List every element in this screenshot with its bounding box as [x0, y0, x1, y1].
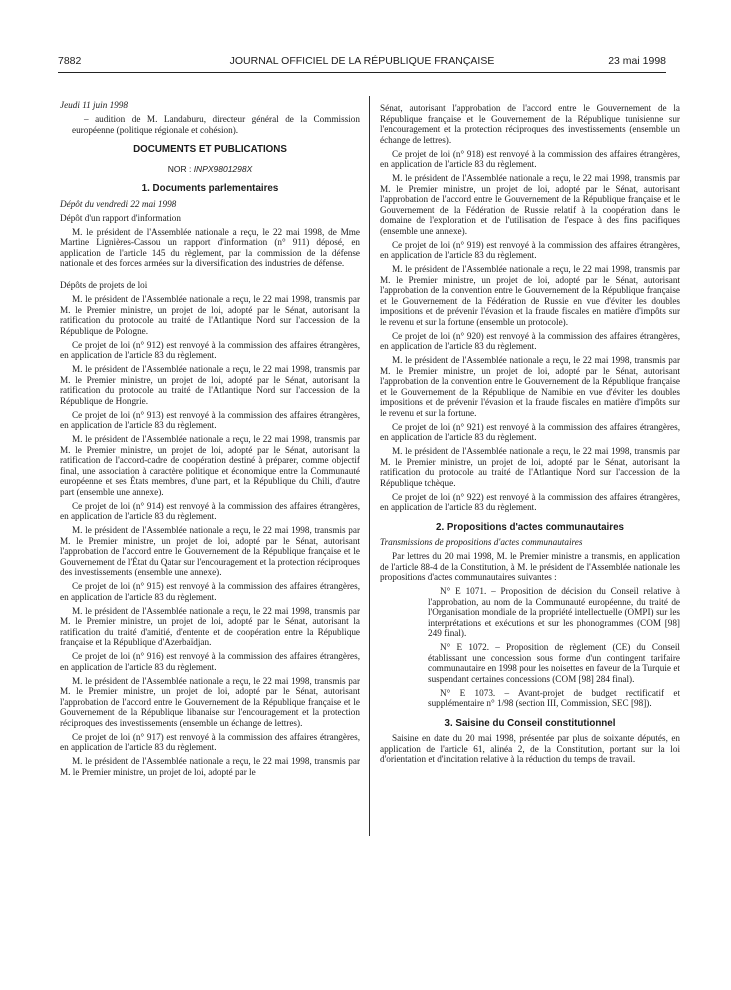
page-header: [58, 55, 666, 71]
paragraph: Ce projet de loi (n° 920) est renvoyé à la commission des affaires étrangères, en application de l'article 83 du règlement.: [380, 330, 680, 351]
documents-heading: DOCUMENTS ET PUBLICATIONS: [133, 144, 287, 155]
page-number: 7882: [58, 55, 82, 67]
nor-label: NOR :: [167, 163, 192, 174]
issue-date: 23 mai 1998: [608, 55, 666, 67]
paragraph: M. le président de l'Assemblée nationale a reçu, le 22 mai 1998, transmis par M. le Premier ministre, un projet de loi, adopté par le Sénat, autorisant l'approbation de la convention entre le Gouvernement de la République française et le Gouvernement de la République de Namibie en vue d'éviter les doubles impositions et de prévenir l'évasion et la fraude fiscales en matière d'impôts sur le revenu et sur la fortune.: [380, 355, 680, 418]
paragraph: Ce projet de loi (n° 914) est renvoyé à la commission des affaires étrangères, en application de l'article 83 du règlement.: [60, 500, 360, 521]
paragraph: M. le président de l'Assemblée nationale a reçu, le 22 mai 1998, transmis par M. le Premier ministre, un projet de loi, adopté par le Sénat, autorisant l'approbation de l'accord entre le Gouvernement de la République française et le Gouvernement de la Fédération de Russie relatif à la coopération dans le domaine de l'exploration et de l'utilisation de l'espace à des fins pacifiques (ensemble une annexe).: [380, 173, 680, 236]
paragraph: Ce projet de loi (n° 917) est renvoyé à la commission des affaires étrangères, en application de l'article 83 du règlement.: [60, 731, 360, 752]
projets-subheading: Dépôts de projets de loi: [60, 280, 148, 290]
session-date: Jeudi 11 juin 1998: [60, 100, 128, 110]
right-column: [380, 103, 680, 768]
act-item: N° E 1071. – Proposition de décision du Conseil relative à l'approbation, au nom de la Communauté européenne, du traité de l'Organisation mondiale de la propriété intellectuelle (OMPI) sur les interprétations et exécutions et sur les phonogrammes (COM [98] 249 final).: [428, 586, 680, 638]
section-2-intro: Par lettres du 20 mai 1998, M. le Premier ministre a transmis, en application de l'article 88-4 de la Constitution, à M. le président de l'Assemblée nationale les propositions d'actes communautaires suivantes :: [380, 551, 680, 582]
deposit-date: Dépôt du vendredi 22 mai 1998: [60, 198, 177, 209]
paragraph: Ce projet de loi (n° 913) est renvoyé à la commission des affaires étrangères, en application de l'article 83 du règlement.: [60, 409, 360, 430]
paragraph: M. le président de l'Assemblée nationale a reçu, le 22 mai 1998, transmis par M. le Premier ministre, un projet de loi, adopté par le Sénat, autorisant l'approbation de l'accord entre le Gouvernement de la République française et le Gouvernement de la République libanaise sur l'encouragement et la protection réciproques des investissements (ensemble un échange de lettres).: [60, 675, 360, 728]
paragraph: Ce projet de loi (n° 922) est renvoyé à la commission des affaires étrangères, en application de l'article 83 du règlement.: [380, 491, 680, 512]
paragraph: M. le président de l'Assemblée nationale a reçu, le 22 mai 1998, transmis par M. le Premier ministre, un projet de loi, adopté par le Sénat, autorisant la ratification de l'accord-cadre de coopération destiné à préparer, comme objectif final, une association à caractère politique et économique entre la Communauté européenne et ses États membres, d'une part, et la République du Chili, d'autre part (ensemble une annexe).: [60, 434, 360, 497]
act-item: N° E 1073. – Avant-projet de budget rectificatif et supplémentaire n° 1/98 (section III, Commission, SEC [98]).: [428, 687, 680, 708]
paragraph: Ce projet de loi (n° 912) est renvoyé à la commission des affaires étrangères, en application de l'article 83 du règlement.: [60, 339, 360, 360]
paragraph: M. le président de l'Assemblée nationale a reçu, le 22 mai 1998, transmis par M. le Premier ministre, un projet de loi, adopté par le Sénat, autorisant l'approbation de la convention entre le Gouvernement de la République française et le Gouvernement de la Fédération de Russie en vue d'éviter les doubles impositions et de prévenir l'évasion et la fraude fiscales en matière d'impôts sur le revenu et sur la fortune (ensemble un protocole).: [380, 264, 680, 327]
paragraph: Ce projet de loi (n° 919) est renvoyé à la commission des affaires étrangères, en application de l'article 83 du règlement.: [380, 239, 680, 260]
section-1-title: 1. Documents parlementaires: [141, 183, 279, 194]
paragraph: Ce projet de loi (n° 921) est renvoyé à la commission des affaires étrangères, en application de l'article 83 du règlement.: [380, 421, 680, 442]
section-2-title: 2. Propositions d'actes communautaires: [436, 521, 624, 533]
section-3-title: 3. Saisine du Conseil constitutionnel: [444, 717, 616, 729]
paragraph: Ce projet de loi (n° 916) est renvoyé à la commission des affaires étrangères, en application de l'article 83 du règlement.: [60, 651, 360, 672]
paragraph: M. le président de l'Assemblée nationale a reçu, le 22 mai 1998, transmis par M. le Premier ministre, un projet de loi, adopté par le: [60, 756, 360, 777]
act-item: N° E 1072. – Proposition de règlement (CE) du Conseil établissant une concession sous forme d'un contingent tarifaire communautaire en 1998 pour les noisettes en faveur de la Turquie et suspendant certaines concessions (COM [98] 284 final).: [428, 642, 680, 684]
paragraph: M. le président de l'Assemblée nationale a reçu, le 22 mai 1998, transmis par M. le Premier ministre, un projet de loi, adopté par le Sénat, autorisant la ratification du protocole au traité de l'Atlantique Nord sur l'accession de la République de Pologne.: [60, 294, 360, 336]
paragraph: M. le président de l'Assemblée nationale a reçu, le 22 mai 1998, transmis par M. le Premier ministre, un projet de loi, adopté par le Sénat, autorisant la ratification du traité d'amitié, d'entente et de coopération entre la République française et la République d'Azerbaïdjan.: [60, 605, 360, 647]
nor-value: INPX9801298X: [193, 163, 253, 174]
journal-title: JOURNAL OFFICIEL DE LA RÉPUBLIQUE FRANÇAISE: [229, 55, 495, 67]
paragraph: Ce projet de loi (n° 918) est renvoyé à la commission des affaires étrangères, en application de l'article 83 du règlement.: [380, 148, 680, 169]
rapport-subheading: Dépôt d'un rapport d'information: [60, 212, 181, 223]
header-rule: [58, 72, 666, 73]
column-divider: [369, 96, 370, 836]
paragraph: M. le président de l'Assemblée nationale a reçu, le 22 mai 1998, transmis par M. le Premier ministre, un projet de loi, adopté par le Sénat, autorisant la ratification du protocole au traité de l'Atlantique Nord sur l'accession de la République tchèque.: [380, 446, 680, 488]
section-3-text: Saisine en date du 20 mai 1998, présentée par plus de soixante députés, en application de l'article 61, alinéa 2, de la Constitution, portant sur la loi d'orientation et d'incitation relative à la réduction du temps de travail.: [380, 733, 680, 764]
paragraph: M. le président de l'Assemblée nationale a reçu, le 22 mai 1998, transmis par M. le Premier ministre, un projet de loi, adopté par le Sénat, autorisant l'approbation de l'accord entre le Gouvernement de la République française et le Gouvernement de l'État du Qatar sur l'encouragement et la protection réciproques des investissements (ensemble une annexe).: [60, 525, 360, 577]
nor-reference: [60, 164, 360, 175]
left-column: [60, 100, 360, 781]
paragraph: Sénat, autorisant l'approbation de l'accord entre le Gouvernement de la République française et le Gouvernement de la République tunisienne sur l'encouragement et la protection réciproques des investissements (ensemble un échange de lettres).: [380, 103, 680, 145]
section-2-subtitle: Transmissions de propositions d'actes communautaires: [380, 537, 583, 547]
paragraph: Ce projet de loi (n° 915) est renvoyé à la commission des affaires étrangères, en application de l'article 83 du règlement.: [60, 581, 360, 602]
rapport-paragraph: M. le président de l'Assemblée nationale a reçu, le 22 mai 1998, de Mme Martine Lignières-Cassou un rapport d'information (n° 911) déposé, en application de l'article 145 du règlement, par la commission de la défense nationale et des forces armées sur la diversification des industries de défense.: [60, 226, 360, 268]
audition-item: – audition de M. Landaburu, directeur général de la Commission européenne (politique régionale et cohésion).: [72, 114, 360, 135]
paragraph: M. le président de l'Assemblée nationale a reçu, le 22 mai 1998, transmis par M. le Premier ministre, un projet de loi, adopté par le Sénat, autorisant la ratification du protocole au traité de l'Atlantique Nord sur l'accession de la République de Hongrie.: [60, 364, 360, 406]
